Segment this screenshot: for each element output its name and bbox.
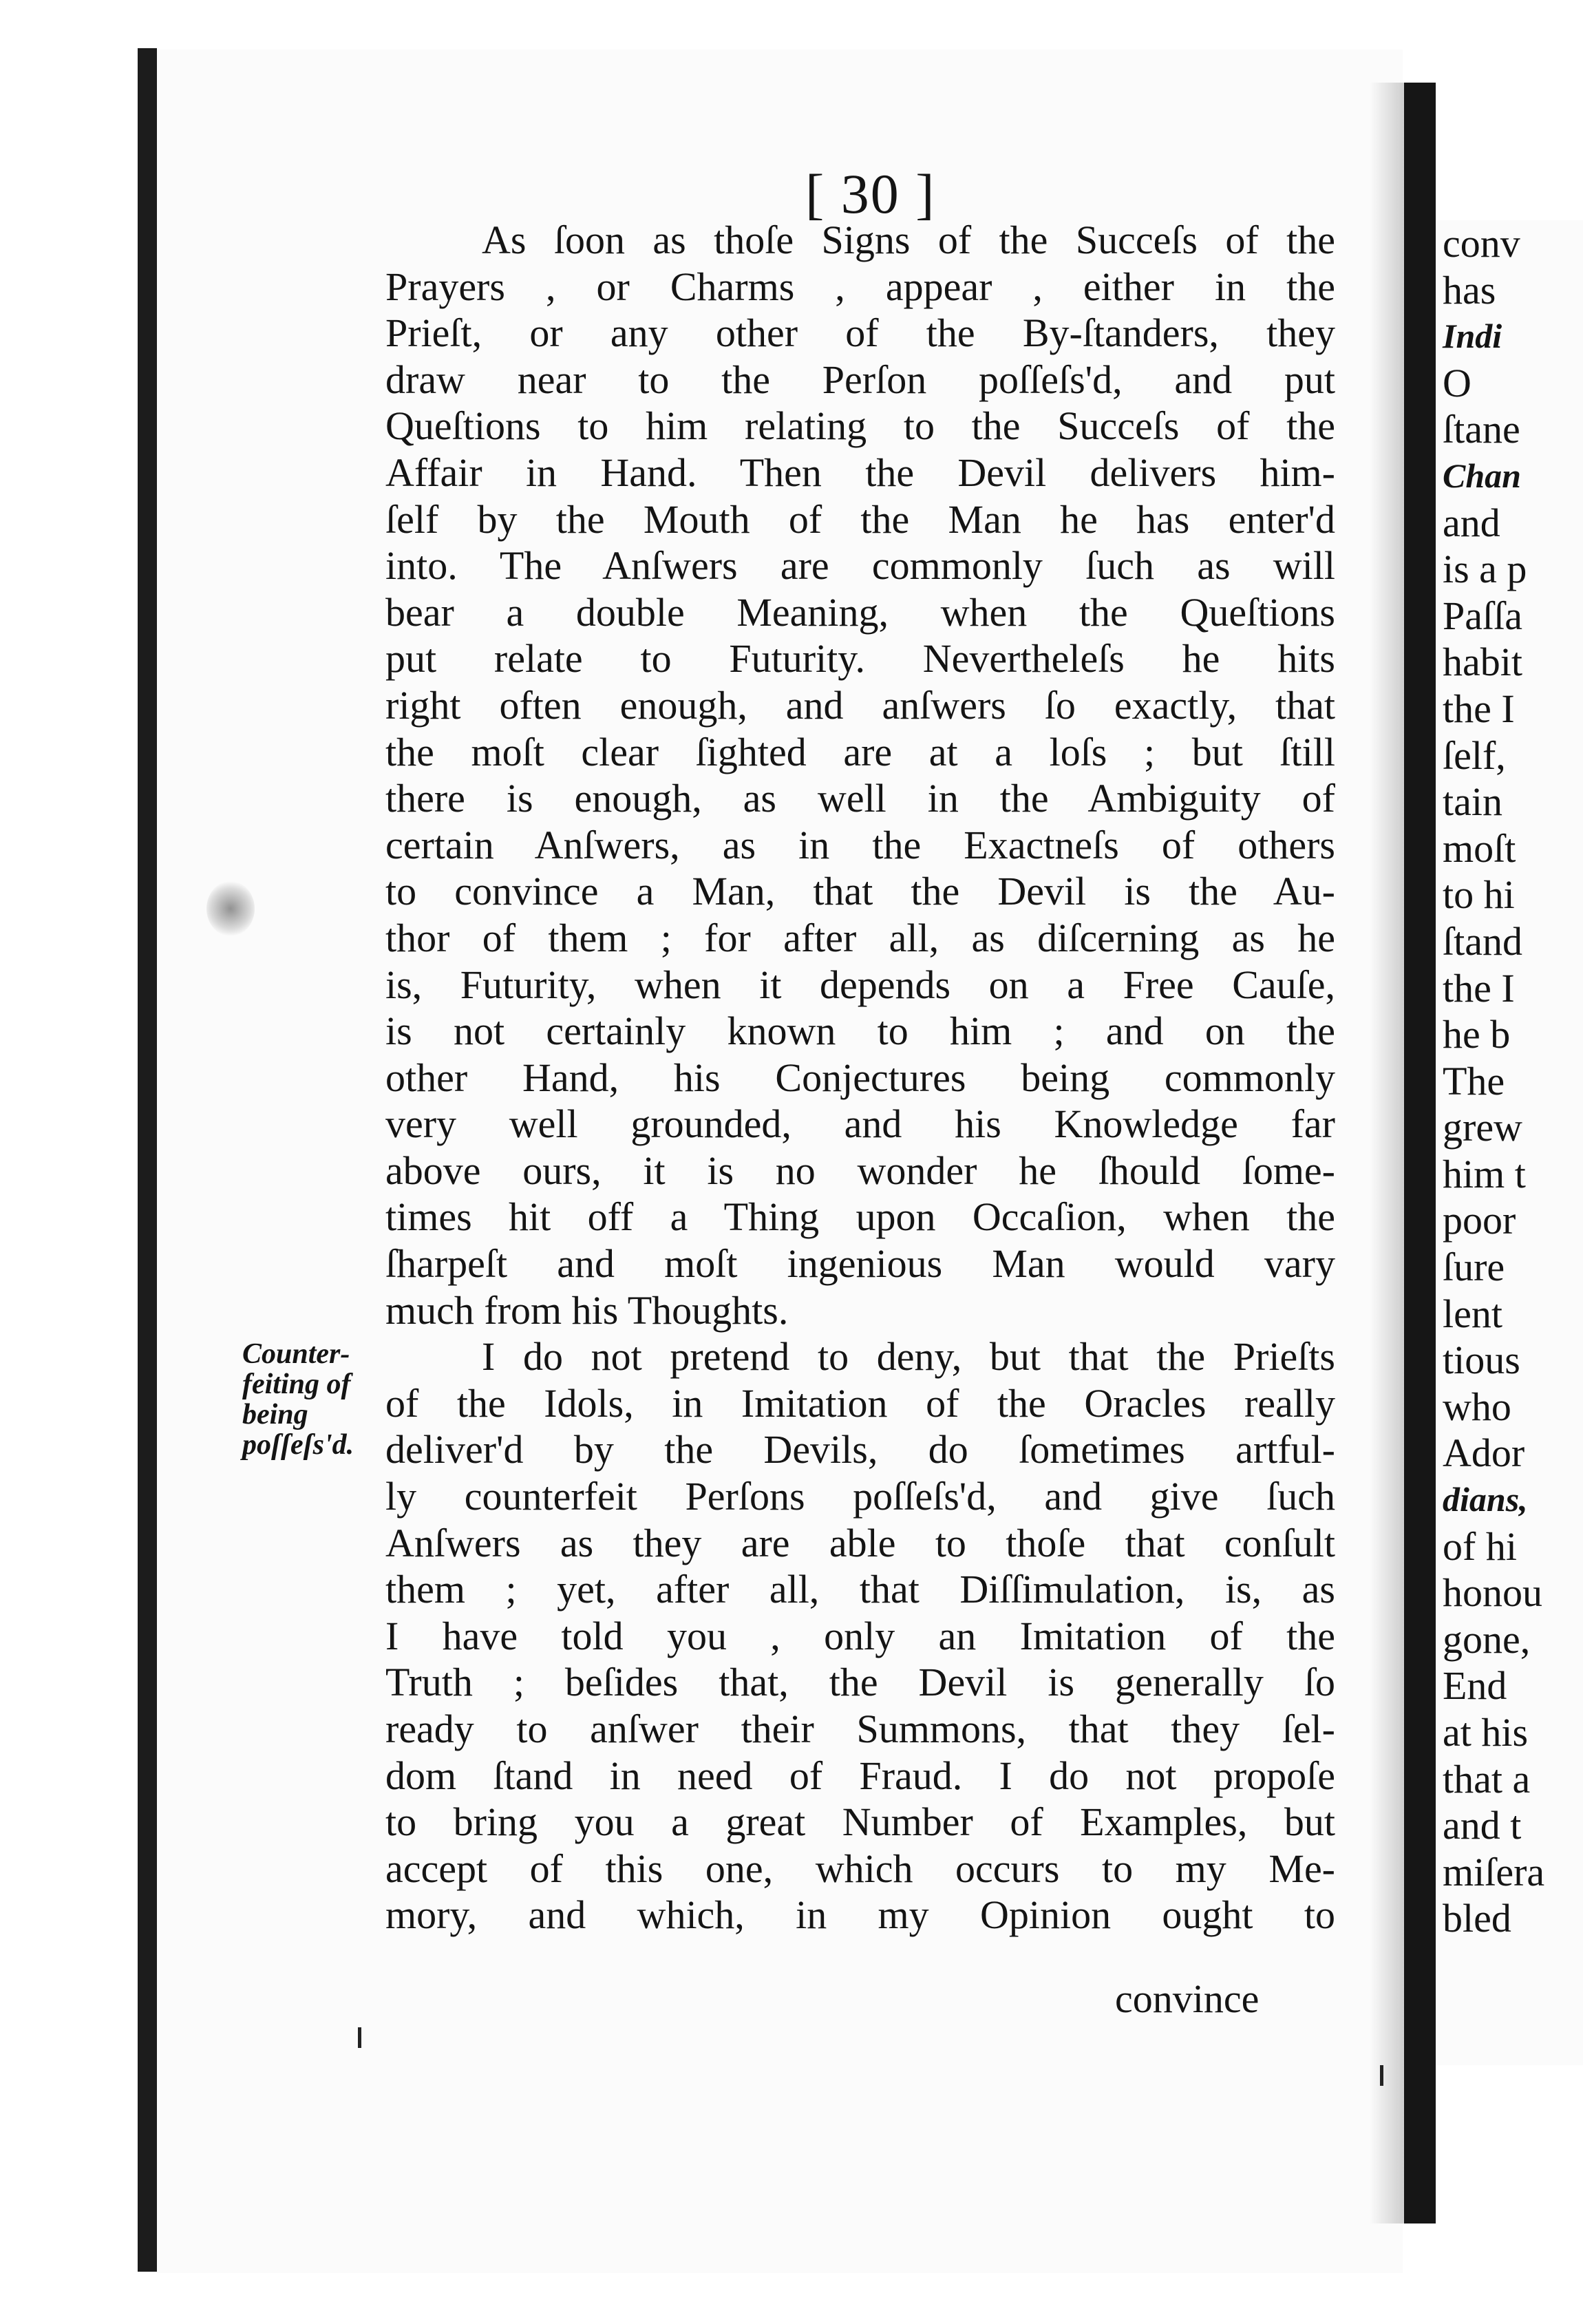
- marginal-note: [242, 1339, 407, 1460]
- facing-page-line: moſt: [1443, 825, 1516, 871]
- facing-page-line: conv: [1443, 221, 1520, 266]
- text-line: Anſwers as they are able to thoſe that conſult: [385, 1520, 1335, 1565]
- text-line: Affair in Hand. Then the Devil delivers him-: [385, 450, 1335, 495]
- text-line: ly counterfeit Perſons poſſeſs'd, and give ſuch: [385, 1474, 1335, 1519]
- facing-page-line: of hi: [1443, 1523, 1517, 1569]
- text-line: ſelf by the Mouth of the Man he has enter'd: [385, 496, 1335, 542]
- text-line: times hit off a Thing upon Occaſion, when the: [385, 1194, 1335, 1240]
- text-line: is, Futurity, when it depends on a Free Cauſe,: [385, 962, 1335, 1007]
- facing-page-line: and t: [1443, 1803, 1522, 1848]
- facing-page-line: habit: [1443, 640, 1522, 685]
- text-line: to bring you a great Number of Examples, but: [385, 1799, 1335, 1845]
- text-line: to convince a Man, that the Devil is the Au-: [385, 869, 1335, 914]
- marginal-note-line: feiting of: [242, 1369, 351, 1400]
- text-line: right often enough, and anſwers ſo exactly, that: [385, 682, 1335, 728]
- facing-page-line: miſera: [1443, 1849, 1545, 1894]
- facing-page-line: gone,: [1443, 1616, 1531, 1662]
- margin-mark: [1380, 2065, 1383, 2086]
- text-line: put relate to Futurity. Nevertheleſs he hits: [385, 636, 1335, 682]
- text-line: Prayers , or Charms , appear , either in the: [385, 264, 1335, 309]
- book-spine: [1404, 83, 1436, 2223]
- facing-page-line: to hi: [1443, 872, 1515, 918]
- text-line: thor of them ; for after all, as diſcerning as he: [385, 915, 1335, 960]
- facing-page-line: ſtane: [1443, 407, 1520, 452]
- facing-page-line: who: [1443, 1384, 1511, 1429]
- body-text: [385, 217, 1335, 1939]
- text-line: mory, and which, in my Opinion ought to: [385, 1892, 1335, 1938]
- ink-blot: [206, 881, 255, 936]
- facing-page-line: honou: [1443, 1570, 1542, 1616]
- text-line: into. The Anſwers are commonly ſuch as will: [385, 543, 1335, 589]
- text-line: very well grounded, and his Knowledge far: [385, 1101, 1335, 1147]
- page-number: [ 30 ]: [805, 162, 936, 225]
- facing-page-line: him t: [1443, 1151, 1526, 1196]
- text-line: Truth ; beſides that, the Devil is generally ſo: [385, 1660, 1335, 1705]
- text-line: deliver'd by the Devils, do ſometimes artful-: [385, 1427, 1335, 1472]
- facing-page-line: the I: [1443, 686, 1515, 731]
- text-line: I do not pretend to deny, but that the Prieſts: [482, 1334, 1335, 1380]
- text-line: them ; yet, after all, that Diſſimulation, is, as: [385, 1567, 1335, 1612]
- facing-page-line: Paſſa: [1443, 593, 1522, 638]
- facing-page-line: dians,: [1443, 1480, 1528, 1519]
- text-line: the moſt clear ſighted are at a loſs ; but ſtill: [385, 729, 1335, 774]
- text-line: accept of this one, which occurs to my Me-: [385, 1846, 1335, 1891]
- marginal-note-line: Counter-: [242, 1338, 350, 1370]
- facing-page-line: tious: [1443, 1338, 1520, 1383]
- facing-page-line: O: [1443, 360, 1472, 405]
- text-line: Queſtions to him relating to the Succeſs of the: [385, 403, 1335, 449]
- facing-page-fragment: [1436, 220, 1583, 2065]
- left-gutter-shadow: [138, 48, 157, 2272]
- marginal-note-line: poſſeſs'd.: [242, 1429, 354, 1461]
- facing-page-line: ſelf,: [1443, 732, 1506, 778]
- facing-page-line: grew: [1443, 1105, 1522, 1150]
- text-line: ſharpeſt and moſt ingenious Man would vary: [385, 1241, 1335, 1287]
- text-line: above ours, it is no wonder he ſhould ſome-: [385, 1148, 1335, 1193]
- facing-page-line: and: [1443, 500, 1500, 545]
- facing-page-line: he b: [1443, 1012, 1511, 1057]
- text-line: As ſoon as thoſe Signs of the Succeſs of the: [482, 218, 1335, 262]
- facing-page-line: Ador: [1443, 1430, 1525, 1476]
- text-line: ready to anſwer their Summons, that they ſel-: [385, 1707, 1335, 1751]
- facing-page-line: at his: [1443, 1710, 1529, 1755]
- facing-page-line: Indi: [1443, 317, 1502, 356]
- spine-shadow: [1370, 83, 1404, 2223]
- marginal-note-line: being: [242, 1399, 308, 1430]
- facing-page-line: the I: [1443, 965, 1515, 1011]
- text-line: Prieſt, or any other of the By-ſtanders, they: [385, 310, 1335, 356]
- text-line: there is enough, as well in the Ambiguity of: [385, 776, 1335, 821]
- facing-page-line: is a p: [1443, 547, 1527, 592]
- text-line: certain Anſwers, as in the Exactneſs of others: [385, 822, 1335, 867]
- text-line: other Hand, his Conjectures being commonly: [385, 1055, 1335, 1100]
- facing-page-line: poor: [1443, 1198, 1516, 1243]
- facing-page-line: ſure: [1443, 1245, 1505, 1290]
- facing-page-line: End: [1443, 1663, 1507, 1709]
- facing-page-line: Chan: [1443, 456, 1521, 495]
- text-line: much from his Thoughts.: [385, 1287, 789, 1333]
- facing-page-line: The: [1443, 1058, 1505, 1103]
- facing-page-line: lent: [1443, 1291, 1502, 1336]
- text-line: dom ſtand in need of Fraud. I do not propoſe: [385, 1753, 1335, 1798]
- catchword: convince: [1115, 1976, 1260, 2021]
- facing-page-line: bled: [1443, 1896, 1511, 1941]
- text-line: is not certainly known to him ; and on the: [385, 1008, 1335, 1054]
- facing-page-line: tain: [1443, 779, 1502, 825]
- margin-mark: [358, 2027, 361, 2048]
- text-line: of the Idols, in Imitation of the Oracles really: [385, 1380, 1335, 1426]
- text-line: bear a double Meaning, when the Queſtions: [385, 589, 1335, 635]
- text-line: draw near to the Perſon poſſeſs'd, and put: [385, 357, 1335, 402]
- facing-page-line: has: [1443, 267, 1496, 313]
- text-line: I have told you , only an Imitation of the: [385, 1613, 1335, 1658]
- facing-page-line: ſtand: [1443, 918, 1522, 964]
- facing-page-line: that a: [1443, 1756, 1531, 1802]
